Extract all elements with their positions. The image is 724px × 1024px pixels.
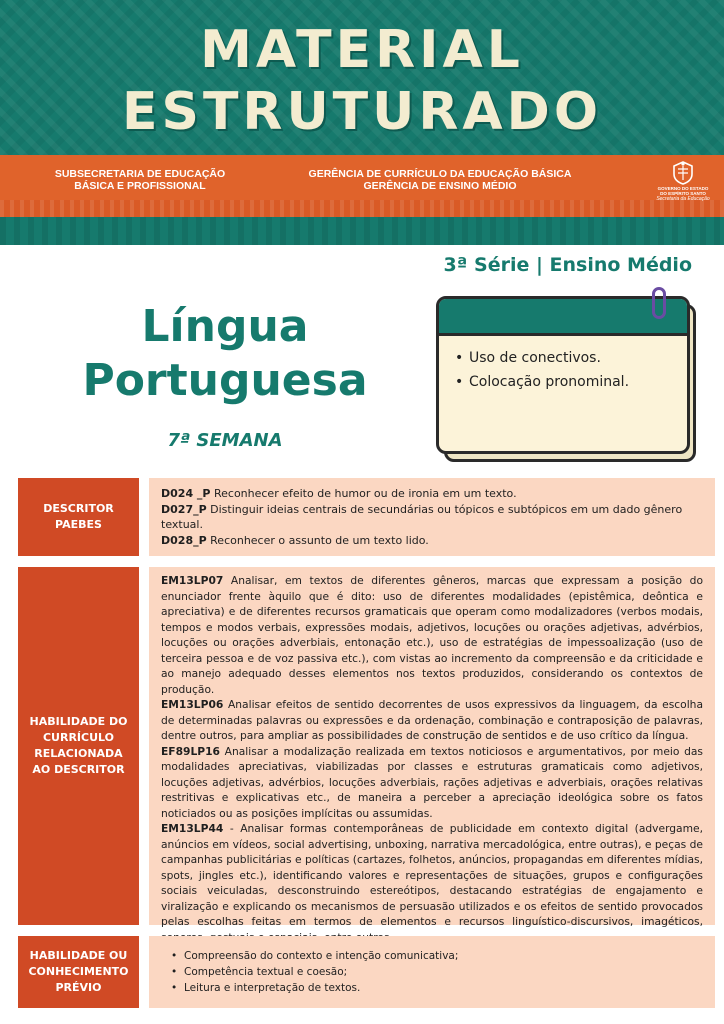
topic-item: • Colocação pronominal. [455,370,687,394]
habilidade-row [18,567,715,928]
list-item: • Compreensão do contexto e intenção comunicativa; [171,948,703,964]
subsecretaria-text: SUBSECRETARIA DE EDUCAÇÃO BÁSICA E PROFISSIONAL [54,168,226,192]
previo-label: HABILIDADE OU CONHECIMENTO PRÉVIO [18,936,139,1008]
grade-level: 3ª Série | Ensino Médio [443,254,692,276]
previo-content [149,936,715,1008]
descritor-item: D027_P Distinguir ideias centrais de secundárias ou tópicos e subtópicos em um dado gênero textual. [161,502,683,531]
habilidade-item: EM13LP44 - Analisar formas contemporâneas de publicidade em contexto digital (advergame, anúncios em vídeos, social advertising, unboxing, narrativa mercadológica, entre outras), e peças de campanhas publicitárias e políticas (cartazes, folhetos, anúncios, propagandas em diferentes mídias, spots, jingles etc.), identificando valores e representações de situações, grupos e configurações sociais veiculadas, desconstruindo estereótipos, destacando estratégias de engajamento e viralização e explicando os mecanismos de persuasão utilizados e os efeitos de sentido provocados pelas escolhas feitas em termos de elementos e recursos linguístico-discursivos, imagéticos, [161,822,703,928]
topics-note-card [436,296,690,454]
header-banner [0,0,724,155]
topics-list [439,336,687,394]
habilidade-content [149,567,715,928]
gerencia-text: GERÊNCIA DE CURRÍCULO DA EDUCAÇÃO BÁSICA GERÊNCIA DE ENSINO MÉDIO [308,168,572,192]
week-label: 7ª SEMANA [167,430,283,451]
habilidade-label: HABILIDADE DO CURRÍCULO RELACIONADA AO DESCRITOR [18,567,139,925]
descritor-label: DESCRITOR PAEBES [18,478,139,556]
habilidade-item: EM13LP06 Analisar efeitos de sentido decorrentes de usos expressivos da linguagem, da escolha de determinadas palavras ou expressões e da ordenação, combinação e contraposição de palavras, dentre outros, para ampliar as possibilidades de construção de sentidos e de uso crítico da língua. [161,698,703,742]
decorative-band [0,200,724,217]
subject-title: Língua Portuguesa [82,301,368,406]
list-item: • Competência textual e coesão; [171,964,703,980]
list-item: • Leitura e interpretação de textos. [171,980,703,996]
previo-row [18,936,715,1008]
descritor-content [149,478,715,556]
banner-title-line2: ESTRUTURADO [121,82,603,142]
habilidade-item: EF89LP16 Analisar a modalização realizada em textos noticiosos e argumentativos, por meio das modalidades apreciativas, viabilizadas por classes e estruturas gramaticais como adjetivos, locuções adjetivas, advérbios, locuções adverbiais, rações adjetivas e adverbiais, orações relativas restritivas e explicativas etc., de maneira a perceber a apreciação ideológica sobre os fatos noticiados ou as posições implícitas ou assumidas. [161,744,703,820]
banner-title-line1: MATERIAL [200,20,524,80]
descritor-item: D024 _P Reconhecer efeito de humor ou de ironia em um texto. [161,487,517,500]
paperclip-icon [652,287,666,319]
previo-list [161,944,703,996]
note-card-header [439,299,687,336]
government-logo: GOVERNO DO ESTADO DO ESPÍRITO SANTO Secretaria da Educação [652,160,714,218]
habilidade-item: EM13LP07 Analisar, em textos de diferentes gêneros, marcas que expressam a posição do enunciador frente àquilo que é dito: uso de diferentes modalidades (epistêmica, deôntica e apreciativa) e de diferentes recursos gramaticais que operam como modalizadores (verbos modais, tempos e modos verbais, expressões modais, adjetivos, locuções ou orações adjetivas, advérbios, locuções ou orações adverbiais, entonação etc.), uso de estratégias de impessoalização (uso de terceira pessoa e de voz passiva etc.), com vistas ao incremento da compreensão e da criticidade e ao manejo adequado desses elementos nos textos produzidos, considerando os contextos de produção. [161,574,703,696]
descritor-item: D028_P Reconhecer o assunto de um texto lido. [161,533,429,547]
topic-item: • Uso de conectivos. [455,346,687,370]
descritor-row [18,478,715,556]
coat-of-arms-icon [670,160,696,186]
decorative-strip [0,217,724,245]
